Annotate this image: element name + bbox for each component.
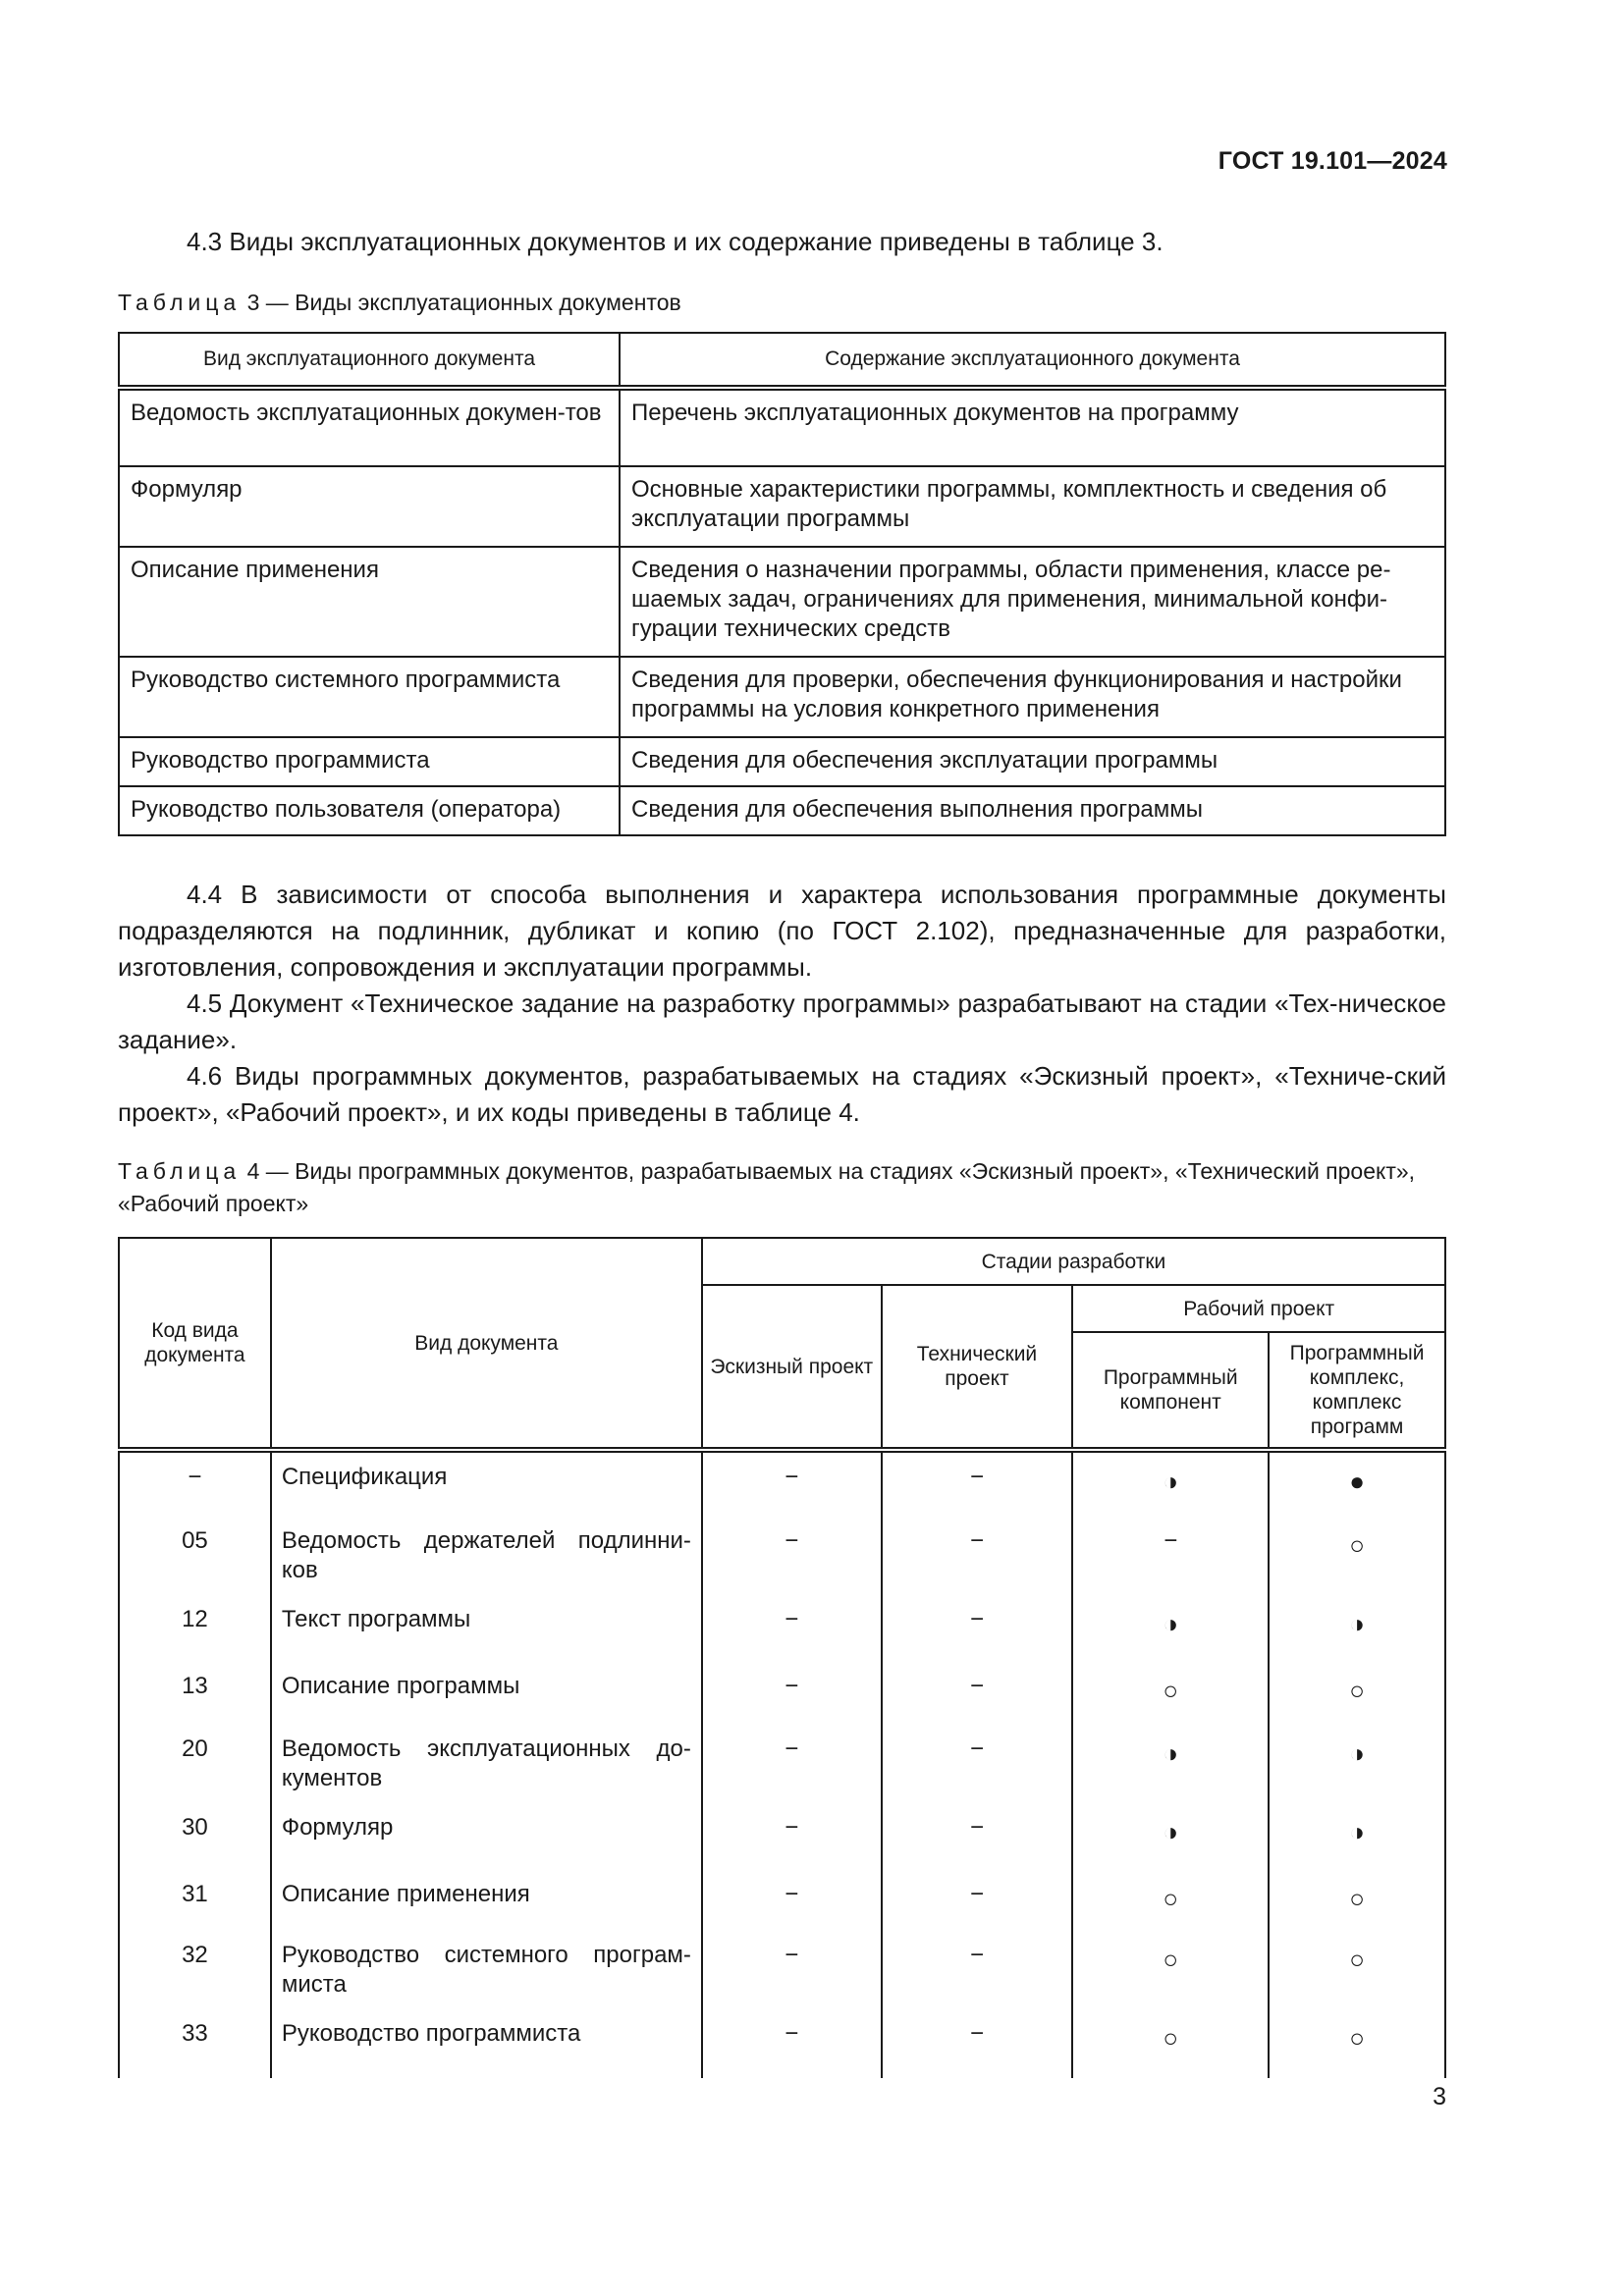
- table-row: [119, 657, 1445, 737]
- empty-circle-icon: ○: [1163, 1676, 1179, 1705]
- table3-cell-type: Руководство программиста: [119, 737, 620, 786]
- table3-cell-content: Сведения для обеспечения выполнения программы: [620, 786, 1445, 835]
- table4-header-code: Код вида документа: [119, 1238, 271, 1450]
- table4-cell-name: Спецификация: [271, 1450, 702, 1517]
- half-circle-icon: ◑: [1163, 1738, 1179, 1768]
- table4-cell-sketch: −: [702, 1662, 882, 1725]
- half-circle-icon: ◑: [1349, 1817, 1365, 1846]
- paragraph-4-6: 4.6 Виды программных документов, разрабатываемых на стадиях «Эскизный проект», «Техниче-ский проект», «Рабочий проект», и их коды приведены в таблице 4.: [118, 1061, 1446, 1127]
- table4-cell-sketch: −: [702, 1450, 882, 1517]
- empty-circle-icon: ○: [1349, 1945, 1365, 1974]
- table3-cell-content: Перечень эксплуатационных документов на программу: [620, 388, 1445, 466]
- table4-cell-component: [1072, 1662, 1269, 1725]
- table4-cell-component: [1072, 1870, 1269, 1931]
- paragraph-4-4: 4.4 В зависимости от способа выполнения и характера использования программные документы подразделяются на подлинник, дубликат и копию (по ГОСТ 2.102), предназначенные для разработки, изготовления, сопровождения и эксплуатации программы.: [118, 880, 1446, 982]
- table4-cell-code: 30: [119, 1803, 271, 1870]
- empty-circle-icon: ○: [1349, 1884, 1365, 1913]
- table4-cell-name: Ведомость эксплуатационных до-кументов: [271, 1725, 702, 1803]
- table4-cell-technical: −: [882, 1517, 1073, 1595]
- empty-circle-icon: ○: [1163, 1945, 1179, 1974]
- table4-cell-complex: [1269, 1517, 1445, 1595]
- empty-circle-icon: ○: [1163, 2023, 1179, 2053]
- table3-cell-type: Описание применения: [119, 547, 620, 657]
- table4-cell-sketch: −: [702, 2009, 882, 2078]
- half-circle-icon: ◑: [1163, 1817, 1179, 1846]
- table4-cell-complex: [1269, 1931, 1445, 2009]
- table4-cell-name: Описание применения: [271, 1870, 702, 1931]
- table4-cell-sketch: −: [702, 1517, 882, 1595]
- table3-cell-content: Сведения о назначении программы, области применения, классе ре-шаемых задач, ограничениях для применения, минимальной конфи-гурации технических средств: [620, 547, 1445, 657]
- table4-cell-complex: [1269, 2009, 1445, 2078]
- table4-cell-technical: −: [882, 1870, 1073, 1931]
- table4-header-working: Рабочий проект: [1072, 1285, 1445, 1332]
- half-circle-icon: ◑: [1163, 1609, 1179, 1638]
- table4-cell-component: [1072, 1725, 1269, 1803]
- table4-header-stages: Стадии разработки: [702, 1238, 1445, 1285]
- table4-cell-code: 12: [119, 1595, 271, 1662]
- table4-cell-code: 20: [119, 1725, 271, 1803]
- table4-cell-technical: −: [882, 1595, 1073, 1662]
- table4-cell-name: Руководство программиста: [271, 2009, 702, 2078]
- table3-caption-label: Таблица: [118, 290, 242, 315]
- table4-cell-name: Текст программы: [271, 1595, 702, 1662]
- table4-cell-complex: [1269, 1595, 1445, 1662]
- paragraph-4-5: 4.5 Документ «Техническое задание на разработку программы» разрабатывают на стадии «Тех-ническое задание».: [118, 988, 1446, 1054]
- table4-cell-complex: [1269, 1870, 1445, 1931]
- table4-cell-technical: −: [882, 1725, 1073, 1803]
- table4-cell-component: [1072, 1450, 1269, 1517]
- table4-caption: [118, 1155, 1446, 1220]
- table-row: [119, 2009, 1445, 2078]
- table4-header-sketch: Эскизный проект: [702, 1285, 882, 1450]
- table4-cell-component: [1072, 2009, 1269, 2078]
- table-row: [119, 388, 1445, 466]
- table4-cell-name: Описание программы: [271, 1662, 702, 1725]
- table4-cell-code: −: [119, 1450, 271, 1517]
- table4-cell-component: [1072, 1931, 1269, 2009]
- table4-cell-name: Формуляр: [271, 1803, 702, 1870]
- table3-caption: [118, 287, 1446, 319]
- table4-cell-code: 32: [119, 1931, 271, 2009]
- table4-cell-technical: −: [882, 2009, 1073, 2078]
- table4-cell-technical: −: [882, 1803, 1073, 1870]
- half-circle-icon: ◑: [1349, 1609, 1365, 1638]
- table4-cell-sketch: −: [702, 1725, 882, 1803]
- table4-cell-complex: [1269, 1725, 1445, 1803]
- table-row: [119, 547, 1445, 657]
- table4-cell-complex: [1269, 1450, 1445, 1517]
- filled-circle-icon: ●: [1349, 1467, 1365, 1496]
- table3-header-content: Содержание эксплуатационного документа: [620, 333, 1445, 388]
- table-row: [119, 786, 1445, 835]
- half-circle-icon: ◑: [1163, 1467, 1179, 1496]
- table-row: [119, 1595, 1445, 1662]
- half-circle-icon: ◑: [1349, 1738, 1365, 1768]
- table4-cell-technical: −: [882, 1931, 1073, 2009]
- table4-cell-complex: [1269, 1803, 1445, 1870]
- table4-cell-code: 31: [119, 1870, 271, 1931]
- empty-circle-icon: ○: [1349, 1530, 1365, 1560]
- table4-cell-code: 33: [119, 2009, 271, 2078]
- table-row: [119, 466, 1445, 547]
- empty-circle-icon: ○: [1349, 2023, 1365, 2053]
- table3-header-type: Вид эксплуатационного документа: [119, 333, 620, 388]
- table4-header-technical: Технический проект: [882, 1285, 1073, 1450]
- table4-header-complex: Программный комплекс, комплекс программ: [1269, 1332, 1445, 1450]
- table3-cell-type: Формуляр: [119, 466, 620, 547]
- table-row: [119, 1450, 1445, 1517]
- table4-cell-complex: [1269, 1662, 1445, 1725]
- table4-caption-text: 4 — Виды программных документов, разрабатываемых на стадиях «Эскизный проект», «Технический проект», «Рабочий проект»: [118, 1158, 1416, 1216]
- table4-cell-sketch: −: [702, 1803, 882, 1870]
- table4-cell-component: [1072, 1595, 1269, 1662]
- table-row: [119, 1803, 1445, 1870]
- table3-cell-type: Руководство пользователя (оператора): [119, 786, 620, 835]
- paragraph-4-3: 4.3 Виды эксплуатационных документов и их содержание приведены в таблице 3.: [187, 227, 1164, 256]
- empty-circle-icon: ○: [1349, 1676, 1365, 1705]
- table4-cell-technical: −: [882, 1450, 1073, 1517]
- table-row: [119, 1725, 1445, 1803]
- table4-cell-component: [1072, 1803, 1269, 1870]
- table4-cell-name: Ведомость держателей подлинни-ков: [271, 1517, 702, 1595]
- table4-cell-code: 13: [119, 1662, 271, 1725]
- empty-circle-icon: ○: [1163, 1884, 1179, 1913]
- table4-cell-sketch: −: [702, 1595, 882, 1662]
- table-row: [119, 1870, 1445, 1931]
- table-row: [119, 1517, 1445, 1595]
- table3-cell-type: Руководство системного программиста: [119, 657, 620, 737]
- table4-cell-sketch: −: [702, 1870, 882, 1931]
- table4-caption-label: Таблица: [118, 1158, 242, 1184]
- table3-cell-content: Сведения для обеспечения эксплуатации программы: [620, 737, 1445, 786]
- table4-cell-component: −: [1072, 1517, 1269, 1595]
- table-4: [118, 1237, 1446, 2078]
- table4-cell-sketch: −: [702, 1931, 882, 2009]
- table-3: [118, 332, 1446, 836]
- table4-header-doc: Вид документа: [271, 1238, 702, 1450]
- table4-cell-code: 05: [119, 1517, 271, 1595]
- page-number: 3: [1433, 2083, 1446, 2110]
- table-row: [119, 1662, 1445, 1725]
- table4-header-component: Программный компонент: [1072, 1332, 1269, 1450]
- table4-cell-technical: −: [882, 1662, 1073, 1725]
- table3-cell-content: Основные характеристики программы, комплектность и сведения об эксплуатации программы: [620, 466, 1445, 547]
- table3-cell-type: Ведомость эксплуатационных докумен-тов: [119, 388, 620, 466]
- table-row: [119, 1931, 1445, 2009]
- document-code: ГОСТ 19.101—2024: [1218, 147, 1447, 175]
- table-row: [119, 737, 1445, 786]
- table3-cell-content: Сведения для проверки, обеспечения функционирования и настройки программы на условия конкретного применения: [620, 657, 1445, 737]
- table4-cell-name: Руководство системного програм-миста: [271, 1931, 702, 2009]
- table3-caption-text: 3 — Виды эксплуатационных документов: [241, 290, 681, 315]
